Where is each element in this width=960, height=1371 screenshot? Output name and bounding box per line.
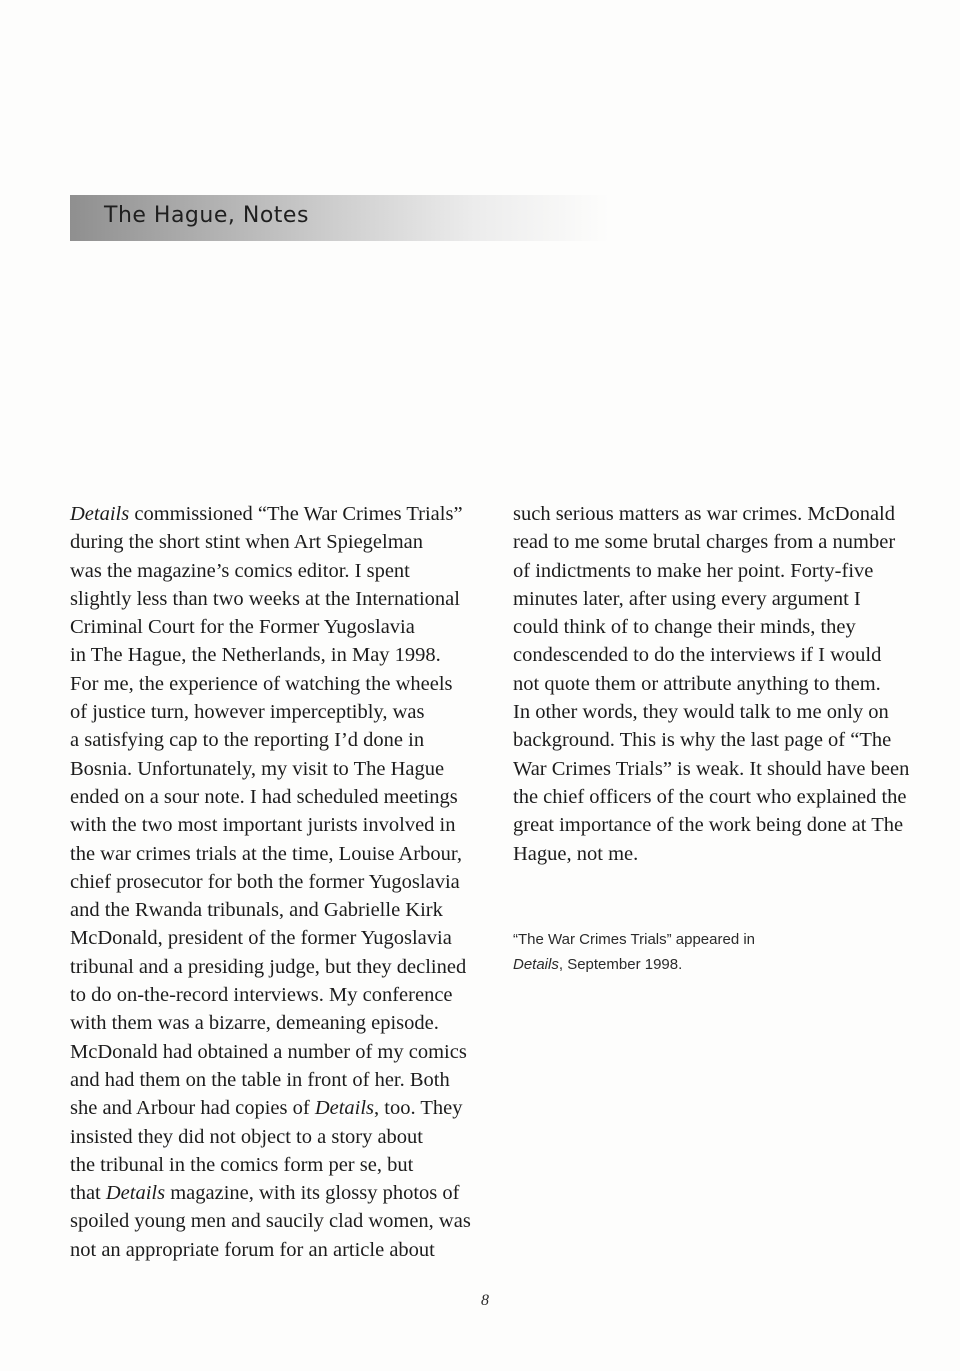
text-line: For me, the experience of watching the wheels (70, 672, 453, 695)
magazine-name: Details (314, 1097, 375, 1120)
text-line: tribunal and a presiding judge, but they declined (70, 955, 467, 978)
text-line (70, 500, 470, 528)
text-line: in The Hague, the Netherlands, in May 1998. (70, 644, 441, 667)
text-line: slightly less than two weeks at the International (70, 587, 460, 610)
text-line: not quote them or attribute anything to them. (513, 672, 881, 695)
text-line: background. This is why the last page of “The (513, 729, 892, 752)
publication-credit (513, 927, 913, 977)
left-text-column (70, 500, 470, 1264)
text-line: In other words, they would talk to me only on (513, 701, 889, 724)
text-line (70, 1179, 470, 1207)
text-line: to do on-the-record interviews. My conference (70, 984, 453, 1007)
text-segment: , too. They (374, 1097, 463, 1120)
section-title: The Hague, Notes (104, 203, 309, 228)
text-line: War Crimes Trials” is weak. It should have been (513, 757, 910, 780)
text-line: was the magazine’s comics editor. I spent (70, 559, 410, 582)
text-line: during the short stint when Art Spiegelman (70, 531, 424, 554)
text-line: Bosnia. Unfortunately, my visit to The Hague (70, 757, 445, 780)
text-line: read to me some brutal charges from a number (513, 531, 896, 554)
text-segment: she and Arbour had copies of (70, 1097, 315, 1120)
text-line: great importance of the work being done at The (513, 814, 904, 837)
text-line: a satisfying cap to the reporting I’d done in (70, 729, 425, 752)
text-line (70, 1094, 470, 1122)
text-line: the tribunal in the comics form per se, but (70, 1153, 414, 1176)
magazine-name: Details (105, 1182, 166, 1205)
text-line: with the two most important jurists involved in (70, 814, 456, 837)
text-line: insisted they did not object to a story about (70, 1125, 424, 1148)
page-number: 8 (481, 1292, 489, 1309)
text-line: the chief officers of the court who explained the (513, 785, 907, 808)
text-line: chief prosecutor for both the former Yugoslavia (70, 870, 460, 893)
text-line: the war crimes trials at the time, Louise Arbour, (70, 842, 462, 865)
text-line: McDonald, president of the former Yugoslavia (70, 927, 452, 950)
text-line: condescended to do the interviews if I would (513, 644, 882, 667)
section-header-bar (70, 195, 610, 241)
credit-line-2 (513, 952, 913, 977)
text-segment: that (70, 1182, 106, 1205)
text-line: McDonald had obtained a number of my comics (70, 1040, 467, 1063)
credit-line-1: “The War Crimes Trials” appeared in (513, 931, 756, 948)
text-line: Hague, not me. (513, 842, 639, 865)
text-line: spoiled young men and saucily clad women, was (70, 1210, 471, 1233)
credit-date: , September 1998. (558, 956, 683, 973)
magazine-name: Details (70, 503, 130, 525)
text-line: and had them on the table in front of her. Both (70, 1068, 450, 1091)
right-text-column (513, 500, 913, 868)
text-line: ended on a sour note. I had scheduled meetings (70, 785, 458, 808)
text-line: minutes later, after using every argument I (513, 587, 861, 610)
text-line: of justice turn, however imperceptibly, was (70, 701, 425, 724)
text-line: and the Rwanda tribunals, and Gabrielle Kirk (70, 899, 443, 922)
text-segment: magazine, with its glossy photos of (165, 1182, 460, 1205)
text-line: Criminal Court for the Former Yugoslavia (70, 616, 415, 639)
text-line: not an appropriate forum for an article about (70, 1238, 435, 1261)
text-line: could think of to change their minds, they (513, 616, 856, 639)
credit-magazine-name: Details (513, 956, 559, 973)
text-segment: commissioned “The War Crimes Trials” (129, 503, 463, 525)
text-line: of indictments to make her point. Forty-five (513, 559, 874, 582)
text-line: with them was a bizarre, demeaning episode. (70, 1012, 439, 1035)
text-line: such serious matters as war crimes. McDonald (513, 503, 895, 525)
